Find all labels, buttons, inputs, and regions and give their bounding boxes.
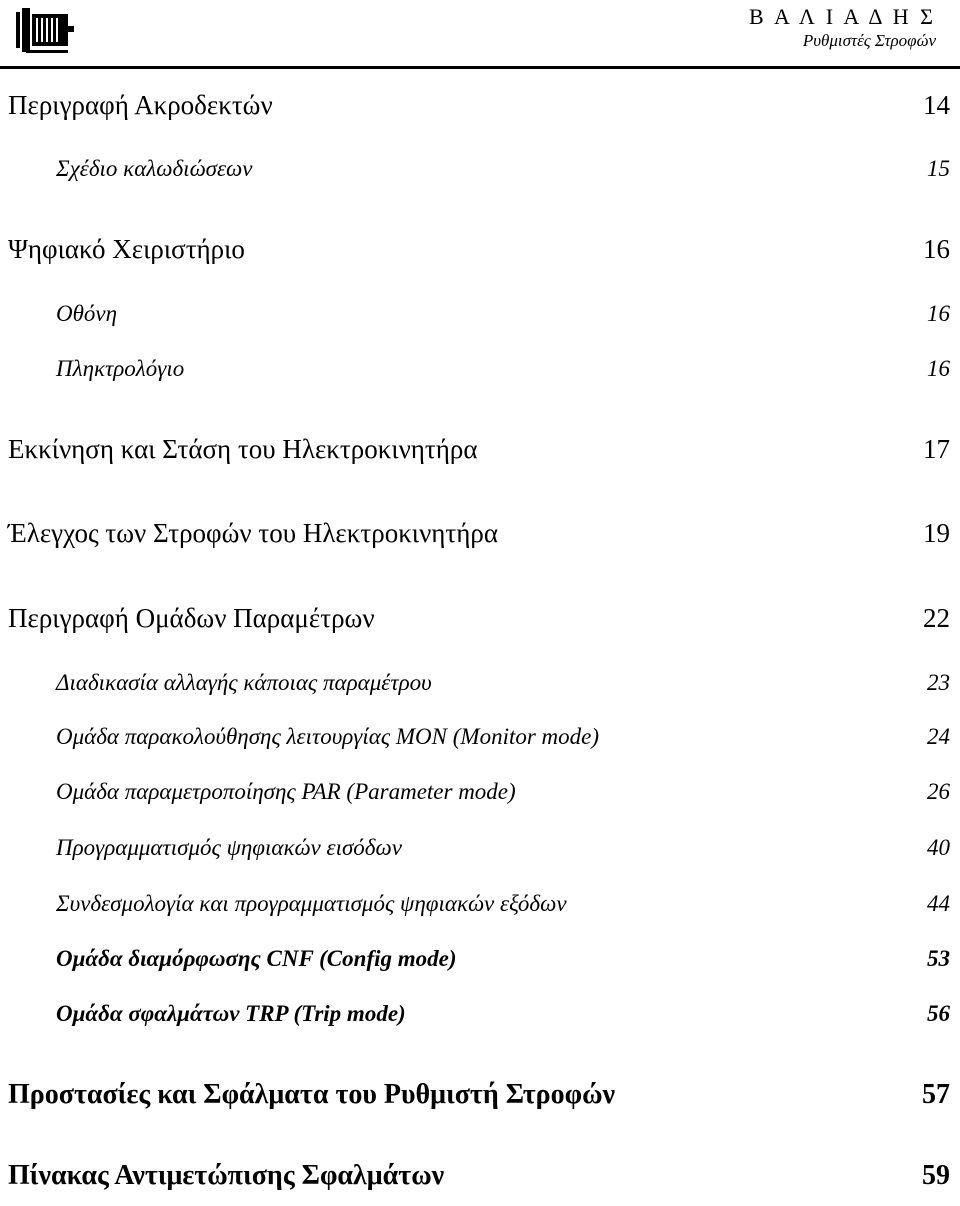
toc-page: 16 bbox=[927, 301, 950, 326]
toc-entry[interactable] bbox=[8, 1079, 950, 1111]
toc-title: Σχέδιο καλωδιώσεων bbox=[56, 156, 253, 181]
toc-entry[interactable] bbox=[56, 724, 950, 750]
toc-entry[interactable] bbox=[56, 670, 950, 696]
toc-page: 26 bbox=[927, 779, 950, 804]
toc-title: Ομάδα παρακολούθησης λειτουργίας MON (Monitor mode) bbox=[56, 724, 600, 749]
toc-page: 24 bbox=[927, 724, 950, 749]
toc-page: 16 bbox=[923, 234, 950, 264]
toc-entry[interactable] bbox=[8, 518, 950, 549]
toc-entry[interactable] bbox=[8, 434, 950, 465]
toc-entry[interactable] bbox=[56, 779, 950, 805]
toc-entry[interactable] bbox=[56, 156, 950, 182]
toc-title: Ομάδα διαμόρφωσης CNF (Config mode) bbox=[56, 946, 457, 971]
toc-entry[interactable] bbox=[8, 603, 950, 634]
toc-entry[interactable] bbox=[56, 301, 950, 327]
toc-page: 44 bbox=[927, 891, 950, 916]
toc-entry[interactable] bbox=[56, 891, 950, 917]
toc-entry[interactable] bbox=[8, 1160, 950, 1192]
toc-title: Ομάδα σφαλμάτων TRP (Trip mode) bbox=[56, 1001, 406, 1026]
toc-page: 23 bbox=[927, 670, 950, 695]
toc-page: 22 bbox=[923, 603, 950, 633]
toc-page: 57 bbox=[922, 1079, 950, 1110]
toc-title: Προστασίες και Σφάλματα του Ρυθμιστή Στροφών bbox=[8, 1079, 616, 1110]
toc-title: Διαδικασία αλλαγής κάποιας παραμέτρου bbox=[56, 670, 432, 695]
toc-page: 14 bbox=[923, 90, 950, 120]
toc-page: 15 bbox=[927, 156, 950, 181]
toc-page: 16 bbox=[927, 356, 950, 381]
toc-title: Ψηφιακό Χειριστήριο bbox=[8, 234, 245, 264]
toc-title: Οθόνη bbox=[56, 301, 118, 326]
toc-title: Περιγραφή Ακροδεκτών bbox=[8, 90, 273, 120]
toc-page: 17 bbox=[923, 434, 950, 464]
header-divider bbox=[0, 66, 960, 69]
toc-entry[interactable] bbox=[56, 356, 950, 382]
toc-page: 59 bbox=[922, 1160, 950, 1191]
toc-title: Ομάδα παραμετροποίησης PAR (Parameter mode) bbox=[56, 779, 516, 804]
toc-title: Πίνακας Αντιμετώπισης Σφαλμάτων bbox=[8, 1160, 445, 1191]
toc-page: 40 bbox=[927, 835, 950, 860]
toc-entry[interactable] bbox=[8, 90, 950, 121]
toc-entry[interactable] bbox=[56, 946, 950, 972]
toc-title: Εκκίνηση και Στάση του Ηλεκτροκινητήρα bbox=[8, 434, 478, 464]
brand-name: Β Α Λ Ι Α Δ Η Σ bbox=[748, 4, 936, 29]
toc-page: 19 bbox=[923, 518, 950, 548]
toc-entry[interactable] bbox=[8, 234, 950, 265]
brand bbox=[749, 4, 936, 52]
toc-title: Συνδεσμολογία και προγραμματισμός ψηφιακών εξόδων bbox=[56, 891, 567, 916]
toc-page: 56 bbox=[927, 1001, 950, 1026]
toc-entry[interactable] bbox=[56, 1001, 950, 1027]
motor-logo-icon bbox=[12, 4, 76, 54]
toc-title: Έλεγχος των Στροφών του Ηλεκτροκινητήρα bbox=[8, 518, 498, 548]
brand-subtitle: Ρυθμιστές Στροφών bbox=[802, 31, 936, 50]
toc-title: Πληκτρολόγιο bbox=[56, 356, 185, 381]
toc-title: Προγραμματισμός ψηφιακών εισόδων bbox=[56, 835, 402, 860]
toc-entry[interactable] bbox=[56, 835, 950, 861]
toc-page: 53 bbox=[927, 946, 950, 971]
toc-title: Περιγραφή Ομάδων Παραμέτρων bbox=[8, 603, 375, 633]
